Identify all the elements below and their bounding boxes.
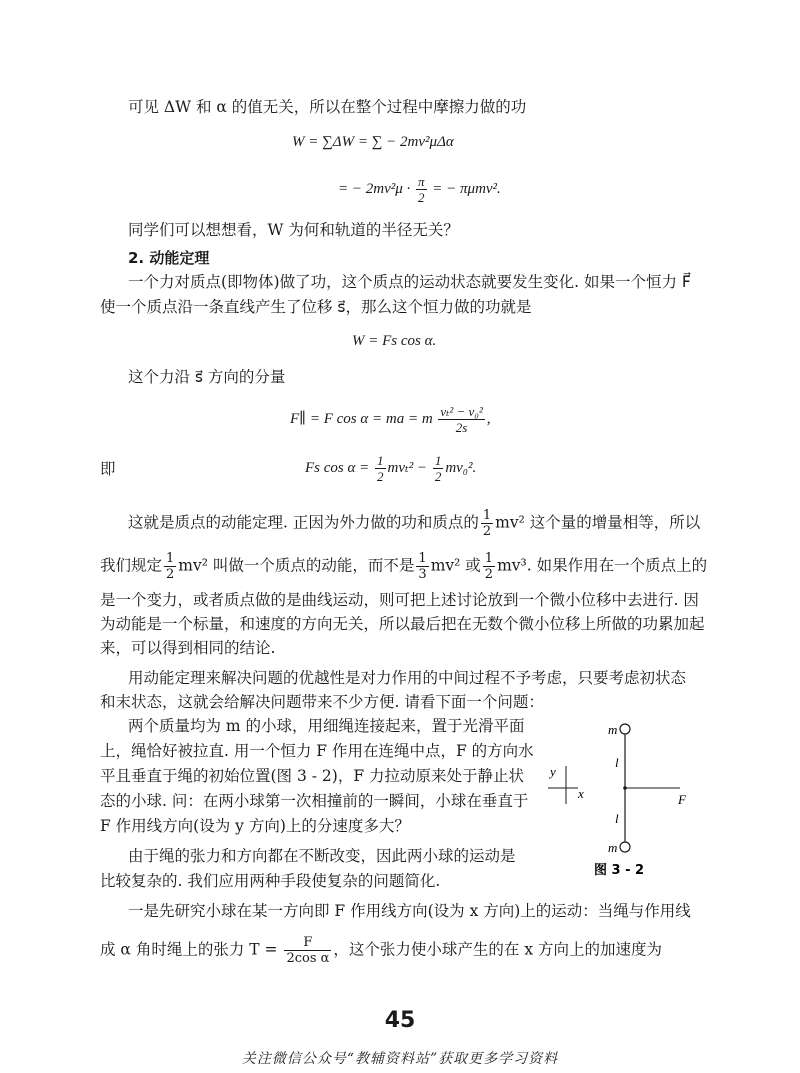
length-label-top: l: [615, 755, 619, 770]
text-line: 同学们可以想想看，W 为何和轨道的半径无关？: [128, 221, 459, 239]
ball-top: [620, 724, 630, 734]
ball-bottom: [620, 842, 630, 852]
text-line: 一是先研究小球在某一方向即 F 作用线方向(设为 x 方向)上的运动：当绳与作用线: [128, 902, 691, 920]
text-line: 即: [100, 460, 116, 478]
equation-kinetic-energy-theorem: Fs cos α = $\frac{1}{2}$ mvₜ² − $\frac{1}{2}$ mv₀².: [305, 453, 477, 484]
figure-3-2: [540, 712, 720, 882]
text-line: 两个质量均为 m 的小球，用细绳连接起来，置于光滑平面: [128, 717, 525, 735]
text-line: 可见 ΔW 和 α 的值无关，所以在整个过程中摩擦力做的功: [128, 98, 527, 116]
text-line: 平且垂直于绳的初始位置(图 3 - 2)，F 力拉动原来处于静止状: [100, 767, 525, 785]
text-line: F 作用线方向(设为 y 方向)上的分速度多大？: [100, 817, 410, 835]
x-axis-label: x: [578, 786, 584, 801]
text-line: 来，可以得到相同的结论.: [100, 639, 276, 657]
text-line: 使一个质点沿一条直线产生了位移 s⃗，那么这个恒力做的功就是: [100, 298, 532, 316]
text-line: 这个力沿 s⃗ 方向的分量: [128, 368, 286, 386]
mass-label-top: m: [608, 722, 618, 737]
text-line: 这就是质点的动能定理. 正因为外力做的功和质点的 $\frac{1}{2}$ mv² 这个量的增量相等，所以: [128, 508, 701, 539]
midpoint: [623, 786, 627, 790]
text-line: 成 α 角时绳上的张力 T = $\frac{F}{\text{2cos α}}$ ，这个张力使小球产生的在 x 方向上的加速度为: [100, 935, 663, 966]
text-line: 比较复杂的. 我们应用两种手段使复杂的问题简化.: [100, 872, 441, 890]
text-line: 由于绳的张力和方向都在不断改变，因此两小球的运动是: [128, 847, 516, 865]
equation-work-sum: W = ∑ΔW = ∑ − 2mv²μΔα: [292, 134, 454, 150]
text-line: 用动能定理来解决问题的优越性是对力作用的中间过程不予考虑，只要考虑初状态: [128, 669, 687, 687]
figure-caption: 图 3 - 2: [594, 863, 645, 878]
text-line: 我们规定 $\frac{1}{2}$ mv² 叫做一个质点的动能，而不是 $\frac{1}{3}$ mv² 或 $\frac{1}{2}$ mv³. 如果作用在一个质点上的: [100, 551, 708, 582]
y-axis-label: y: [550, 764, 556, 779]
length-label-bottom: l: [615, 811, 619, 826]
equation-work-result: = − 2mv²μ · $\frac{\pi}{2}$ = − πμmv².: [338, 174, 501, 205]
equation-work-definition: W = Fs cos α.: [352, 333, 437, 349]
text-line: 和末状态，这就会给解决问题带来不少方便. 请看下面一个问题：: [100, 693, 544, 711]
text-line: 为动能是一个标量，和速度的方向无关，所以最后把在无数个微小位移上所做的功累加起: [100, 615, 705, 633]
mass-label-bottom: m: [608, 840, 618, 855]
force-label: F: [678, 792, 686, 807]
text-line: 态的小球. 问：在两小球第一次相撞前的一瞬间，小球在垂直于: [100, 792, 529, 810]
page-number: 45: [384, 1008, 416, 1033]
section-heading: 2. 动能定理: [128, 249, 210, 267]
text-line: 上，绳恰好被拉直. 用一个恒力 F 作用在连绳中点，F 的方向水: [100, 742, 534, 760]
footer-watermark: 关注微信公众号“教辅资料站”获取更多学习资料: [241, 1051, 559, 1067]
text-line: 一个力对质点(即物体)做了功，这个质点的运动状态就要发生变化. 如果一个恒力 F⃗: [128, 273, 691, 291]
text-line: 是一个变力，或者质点做的是曲线运动，则可把上述讨论放到一个微小位移中去进行. 因: [100, 591, 699, 609]
equation-force-component: F∥ = F cos α = ma = m $\frac{\text{vₜ² − v₀²}}{2s}$ ,: [290, 404, 491, 435]
